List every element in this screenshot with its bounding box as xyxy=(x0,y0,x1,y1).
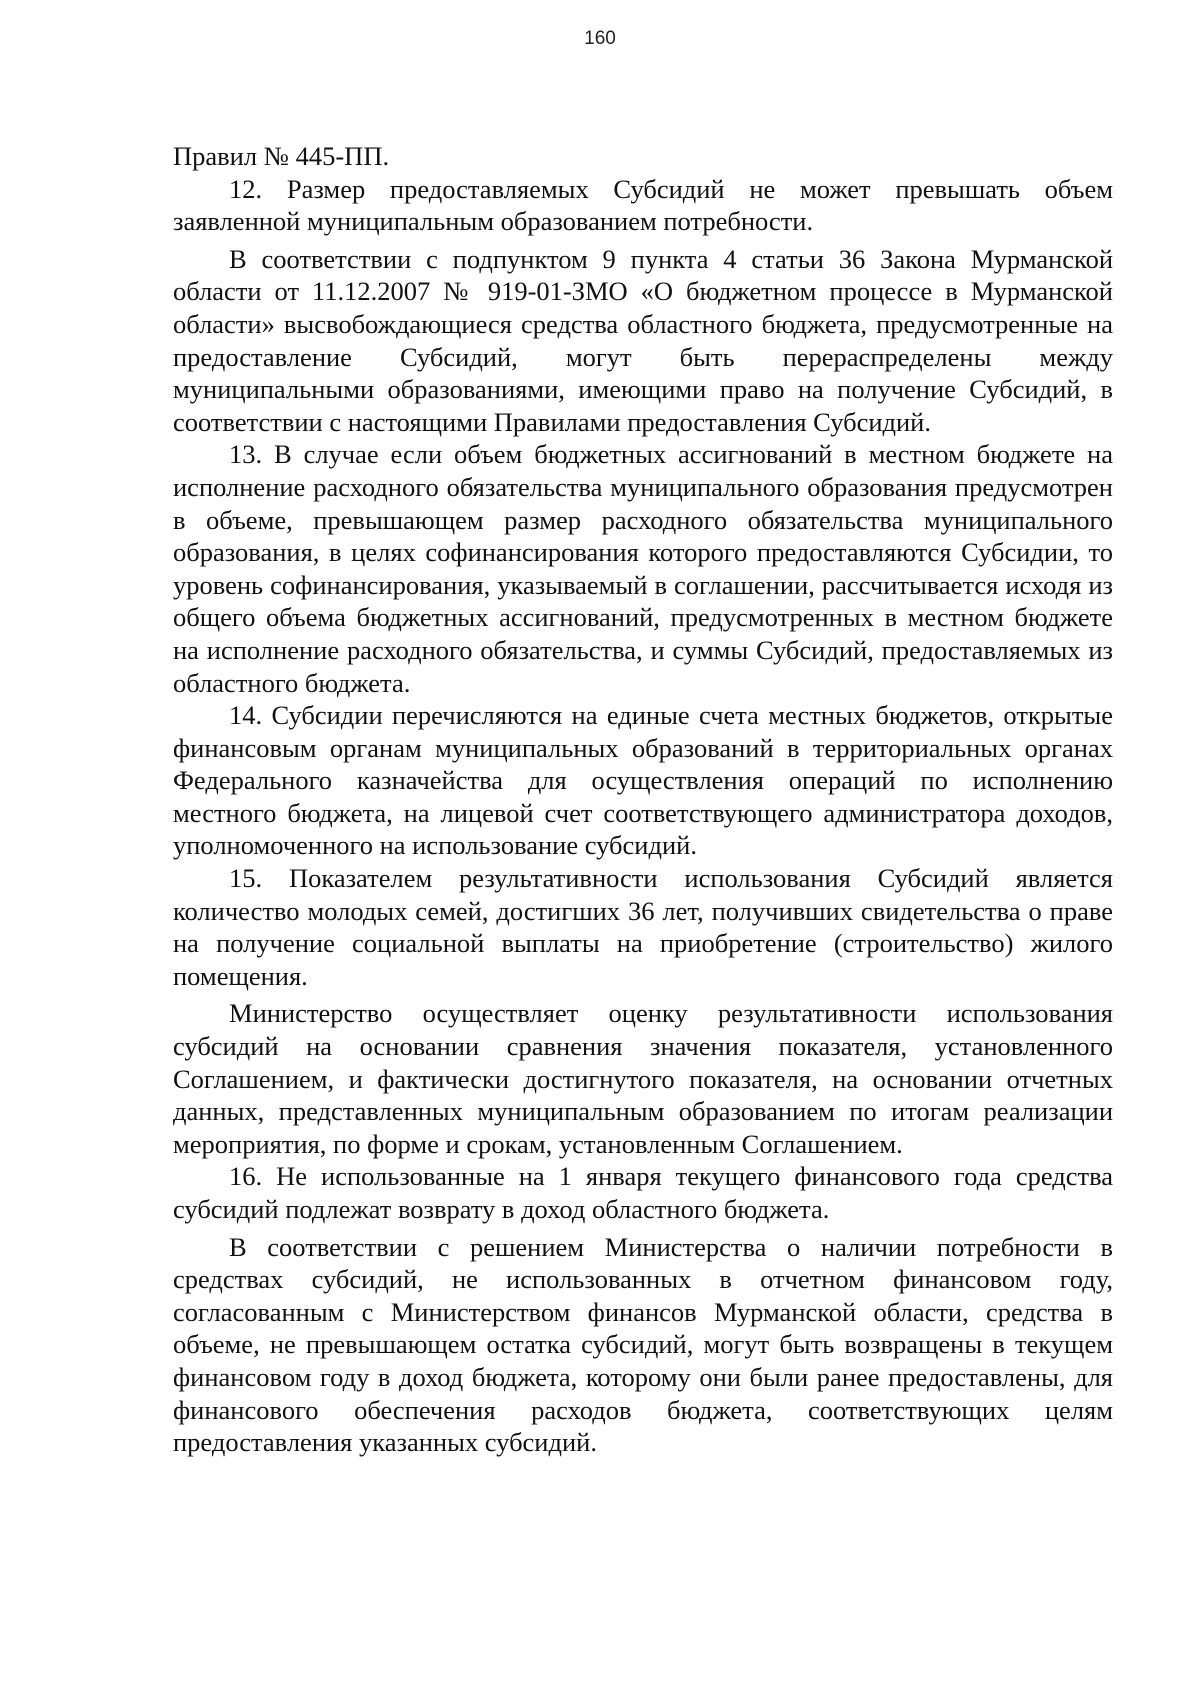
paragraph-continuation: Правил № 445-ПП. xyxy=(173,141,390,171)
paragraph-item-13: 13. В случае если объем бюджетных ассигнований в местном бюджете на исполнение расходного обязательства муниципального образования предусмотрен в объеме, превышающем размер расходного обязательства муниципального образования, в целях софинансирования которого предоставляются Субсидии, то уровень софинансирования, указываемый в соглашении, рассчитывается исходя из общего объема бюджетных ассигнований, предусмотренных в местном бюджете на исполнение расходного обязательства, и суммы Субсидий, предоставляемых из областного бюджета. xyxy=(173,439,1113,698)
paragraph-item-16: 16. Не использованные на 1 января текущего финансового года средства субсидий подлежат возврату в доход областного бюджета. xyxy=(173,1161,1113,1224)
paragraph-item-14: 14. Субсидии перечисляются на единые счета местных бюджетов, открытые финансовым органам муниципальных образований в территориальных органах Федерального казначейства для осуществления операций по исполнению местного бюджета, на лицевой счет соответствующего администратора доходов, уполномоченного на использование субсидий. xyxy=(173,700,1113,861)
paragraph-ministry-evaluation: Министерство осуществляет оценку результативности использования субсидий на основании сравнения значения показателя, установленного Соглашением, и фактически достигнутого показателя, на основании отчетных данных, представленных муниципальным образованием по итогам реализации мероприятия, по форме и срокам, установленным Соглашением. xyxy=(173,998,1113,1159)
paragraph-item-12: 12. Размер предоставляемых Субсидий не может превышать объем заявленной муниципальным образованием потребности. xyxy=(173,173,1113,237)
paragraph-redistribution: В соответствии с подпунктом 9 пункта 4 статьи 36 Закона Мурманской области от 11.12.2007 № 919-01-ЗМО «О бюджетном процессе в Мурманской области» высвобождающиеся средства областного бюджета, предусмотренные на предоставление Субсидий, могут быть перераспределены между муниципальными образованиями, имеющими право на получение Субсидий, в соответствии с настоящими Правилами предоставления Субсидий. xyxy=(173,243,1113,437)
paragraph-ministry-decision: В соответствии с решением Министерства о наличии потребности в средствах субсидий, не использованных в отчетном финансовом году, согласованным с Министерством финансов Мурманской области, средства в объеме, не превышающем остатка субсидий, могут быть возвращены в текущем финансовом году в доход бюджета, которому они были ранее предоставлены, для финансового обеспечения расходов бюджета, соответствующих целям предоставления указанных субсидий. xyxy=(173,1231,1113,1458)
paragraph-item-15: 15. Показателем результативности использования Субсидий является количество молодых семей, достигших 36 лет, получивших свидетельства о праве на получение социальной выплаты на приобретение (строительство) жилого помещения. xyxy=(173,863,1113,991)
page-number: 160 xyxy=(584,28,616,49)
document-body xyxy=(173,140,1113,1459)
